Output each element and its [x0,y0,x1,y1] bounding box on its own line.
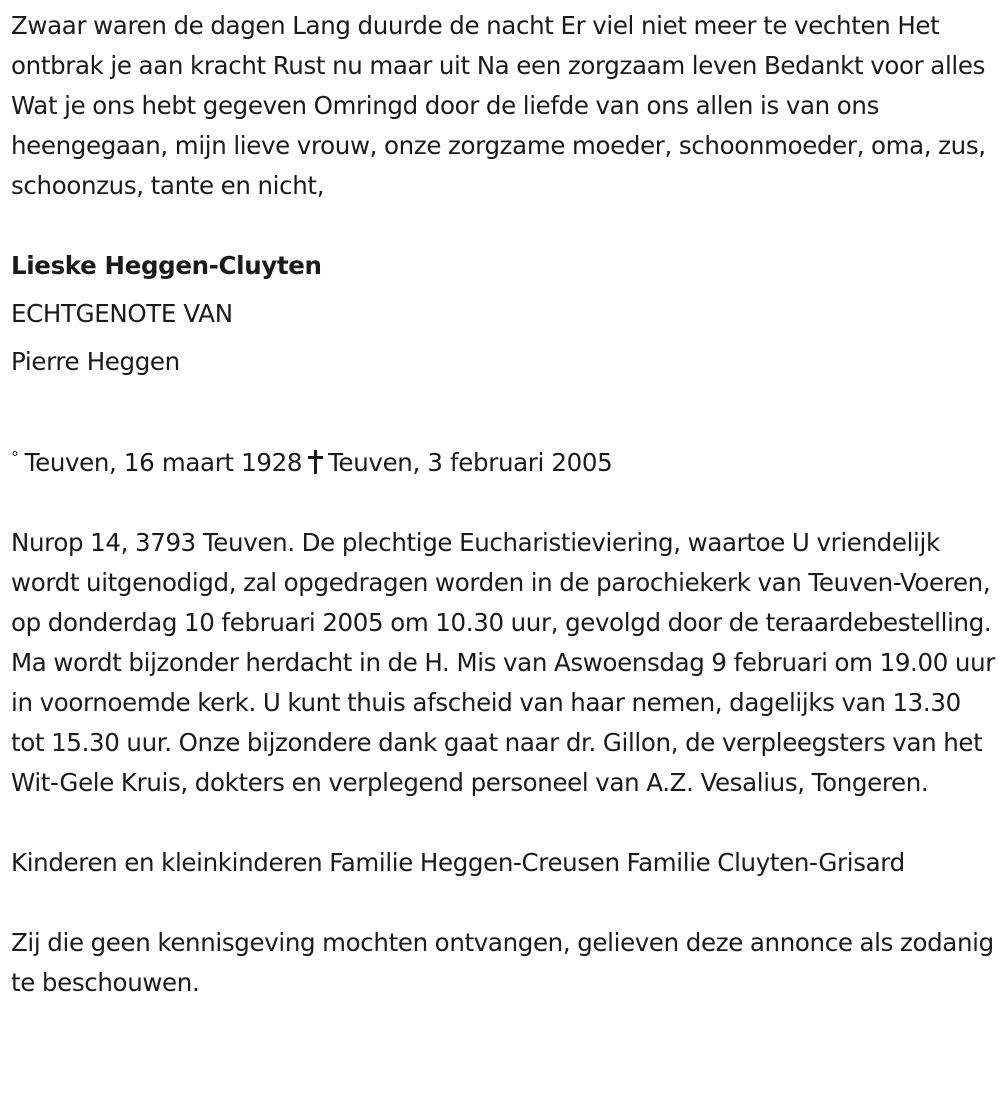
spacer [11,206,996,246]
deceased-name: Lieske Heggen-Cluyten [11,251,322,280]
intro-poem: Zwaar waren de dagen Lang duurde de nacht Er viel niet meer te vechten Het ontbrak je aan kracht Rust nu maar uit Na een zorgzaam leven Bedankt voor alles Wat je ons hebt gegeven Omringd door de liefde van ons allen is van ons heengegaan, mijn lieve vrouw, onze zorgzame moeder, schoonmoeder, oma, zus, schoonzus, tante en nicht, [11,11,986,200]
service-details: Nurop 14, 3793 Teuven. De plechtige Eucharistieviering, waartoe U vriendelijk wordt uitgenodigd, zal opgedragen worden in de parochiekerk van Teuven-Voeren, op donderdag 10 februari 2005 om 10.30 uur, gevolgd door de teraardebestelling. Ma wordt bijzonder herdacht in de H. Mis van Aswoensdag 9 februari om 19.00 uur in voornoemde kerk. U kunt thuis afscheid van haar nemen, dagelijks van 13.30 tot 15.30 uur. Onze bijzondere dank gaat naar dr. Gillon, de verpleegsters van het Wit-Gele Kruis, dokters en verplegend personeel van A.Z. Vesalius, Tongeren. [11,528,995,797]
obituary-notice [11,6,996,1003]
life-dates [11,438,996,483]
closing-note: Zij die geen kennisgeving mochten ontvangen, gelieven deze annonce als zodanig te beschouwen. [11,928,994,997]
birth-date: Teuven, 16 maart 1928 [24,448,303,477]
relation-label: ECHTGENOTE VAN [11,299,233,328]
spouse-name: Pierre Heggen [11,347,180,376]
family-signature: Kinderen en kleinkinderen Familie Heggen-Creusen Familie Cluyten-Grisard [11,848,905,877]
cross-icon [308,450,322,474]
birth-mark: ° [11,448,19,467]
death-date: Teuven, 3 februari 2005 [328,448,613,477]
